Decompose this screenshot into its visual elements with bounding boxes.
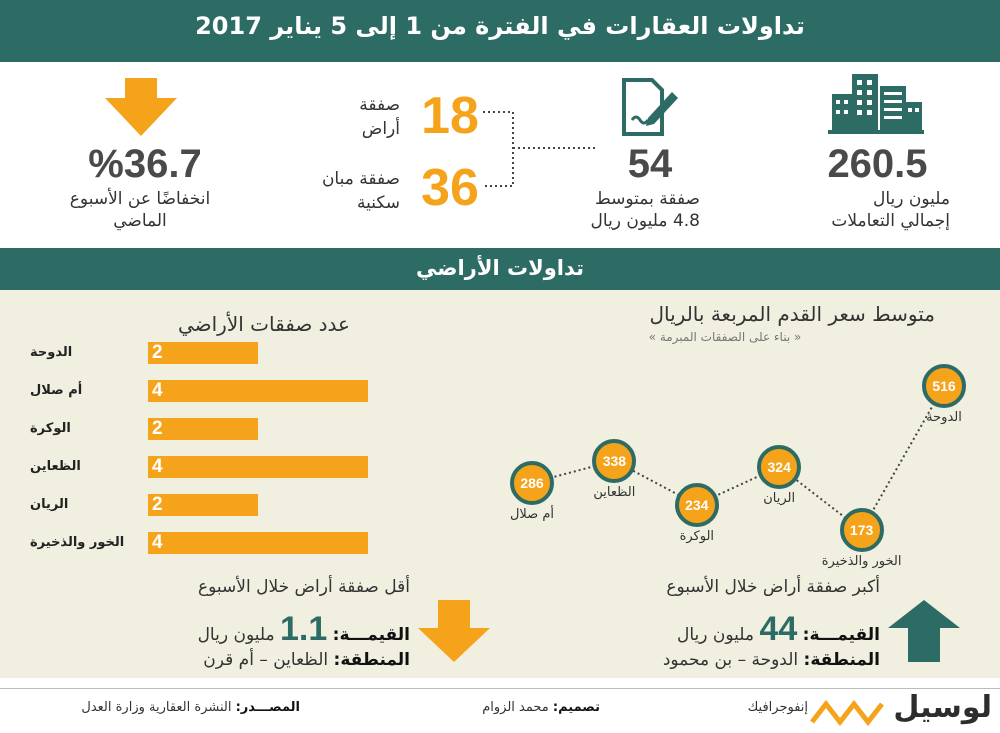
deals-bar-chart: [30, 340, 390, 570]
deals-panel-title: عدد صفقات الأراضي: [177, 312, 350, 336]
bar: [148, 380, 368, 402]
footer-infographic: إنفوجرافيك: [747, 700, 808, 715]
brand-logo-text: لوسيل: [893, 690, 992, 725]
bar-label: الخور والذخيرة: [30, 535, 125, 550]
bar-value: 2: [152, 342, 163, 363]
line-point: 173: [840, 508, 884, 552]
line-point-label: أم صلال: [509, 506, 555, 522]
price-line-nodes: [480, 350, 980, 570]
largest-deal-value-key: القيمـــة:: [802, 625, 880, 645]
largest-deal-heading: أكبر صفقة أراض خلال الأسبوع: [666, 577, 880, 597]
bar-label: الريان: [30, 497, 69, 512]
bar-value: 4: [152, 456, 163, 477]
residential-count: 36: [421, 159, 479, 217]
footer-source-val: النشرة العقارية وزارة العدل: [81, 700, 232, 715]
smallest-deal-value-key: القيمـــة:: [332, 625, 410, 645]
price-panel-subtitle: « بناء على الصفقات المبرمة »: [648, 330, 802, 344]
bar-value: 2: [152, 418, 163, 439]
line-point-label: الخور والذخيرة: [821, 554, 902, 570]
land-label-2: أراض: [361, 119, 400, 139]
line-point: 516: [922, 364, 966, 408]
line-point: 286: [510, 461, 554, 505]
smallest-deal-heading: أقل صفقة أراض خلال الأسبوع: [197, 577, 410, 597]
up-arrow-icon: [888, 600, 960, 662]
largest-deal-area-line: [560, 650, 880, 670]
smallest-deal-area-val: الظعاين – أم قرن: [203, 650, 329, 670]
bracket-connector: [483, 108, 599, 190]
bar: [148, 456, 368, 478]
total-value: 260.5: [827, 142, 928, 186]
residential-label-2: سكنية: [356, 193, 400, 213]
line-point: 324: [757, 445, 801, 489]
deals-avg-line2: 4.8 مليون ريال: [590, 211, 700, 231]
bar: [148, 532, 368, 554]
line-point-label: الريان: [763, 490, 796, 506]
smallest-deal-value-num: 1.1: [280, 610, 328, 648]
smallest-deal-value-line: [110, 610, 410, 649]
brand-zigzag-icon: [810, 694, 890, 728]
decline-label-1: انخفاضًا عن الأسبوع: [69, 189, 211, 209]
bar-label: الدوحة: [30, 345, 73, 360]
residential-label-1: صفقة مبان: [321, 169, 400, 189]
bar-value: 2: [152, 494, 163, 515]
down-arrow-icon: [105, 78, 177, 136]
bar: [148, 494, 258, 516]
largest-deal-value-line: [560, 610, 880, 649]
line-point-label: الوكرة: [679, 528, 715, 544]
footer-design: [420, 700, 600, 715]
deals-count: 54: [627, 142, 673, 186]
bar-value: 4: [152, 380, 163, 401]
contract-pen-icon: [618, 76, 682, 138]
line-point: 338: [592, 439, 636, 483]
price-panel-title: متوسط سعر القدم المربعة بالريال: [649, 302, 935, 326]
land-label-1: صفقة: [359, 95, 400, 115]
largest-deal-value-unit: مليون ريال: [677, 625, 755, 645]
line-point-label: الظعاين: [593, 484, 636, 500]
footer-design-val: محمد الزوام: [482, 700, 549, 715]
down-arrow-icon-small: [418, 600, 490, 662]
bar-value: 4: [152, 532, 163, 553]
smallest-deal-value-unit: مليون ريال: [197, 625, 275, 645]
largest-deal-area-val: الدوحة – بن محمود: [662, 650, 799, 670]
smallest-deal-area-line: [110, 650, 410, 670]
decline-label-2: الماضي: [113, 211, 167, 231]
decline-percentage: %36.7: [88, 142, 202, 186]
footer-design-key: تصميم:: [552, 700, 600, 715]
bar-label: أم صلال: [30, 383, 83, 398]
bar: [148, 342, 258, 364]
bar-label: الوكرة: [30, 421, 71, 436]
line-point: 234: [675, 483, 719, 527]
total-label: إجمالي التعاملات: [831, 211, 950, 231]
land-count: 18: [421, 87, 479, 145]
largest-deal-value-num: 44: [759, 610, 798, 648]
smallest-deal-area-key: المنطقة:: [333, 650, 410, 670]
footer-source-key: المصـــدر:: [235, 700, 300, 715]
section-title: تداولات الأراضي: [416, 256, 584, 280]
largest-deal-area-key: المنطقة:: [803, 650, 880, 670]
bar-label: الظعاين: [30, 459, 81, 474]
footer-divider: [0, 688, 1000, 689]
total-unit: مليون ريال: [872, 189, 950, 209]
page-title: تداولات العقارات في الفترة من 1 إلى 5 يناير 2017: [195, 12, 805, 40]
deals-avg-line1: صفقة بمتوسط: [594, 189, 700, 209]
footer-source: [10, 700, 300, 715]
line-point-label: الدوحة: [926, 409, 962, 425]
buildings-icon: [828, 72, 924, 136]
bar: [148, 418, 258, 440]
